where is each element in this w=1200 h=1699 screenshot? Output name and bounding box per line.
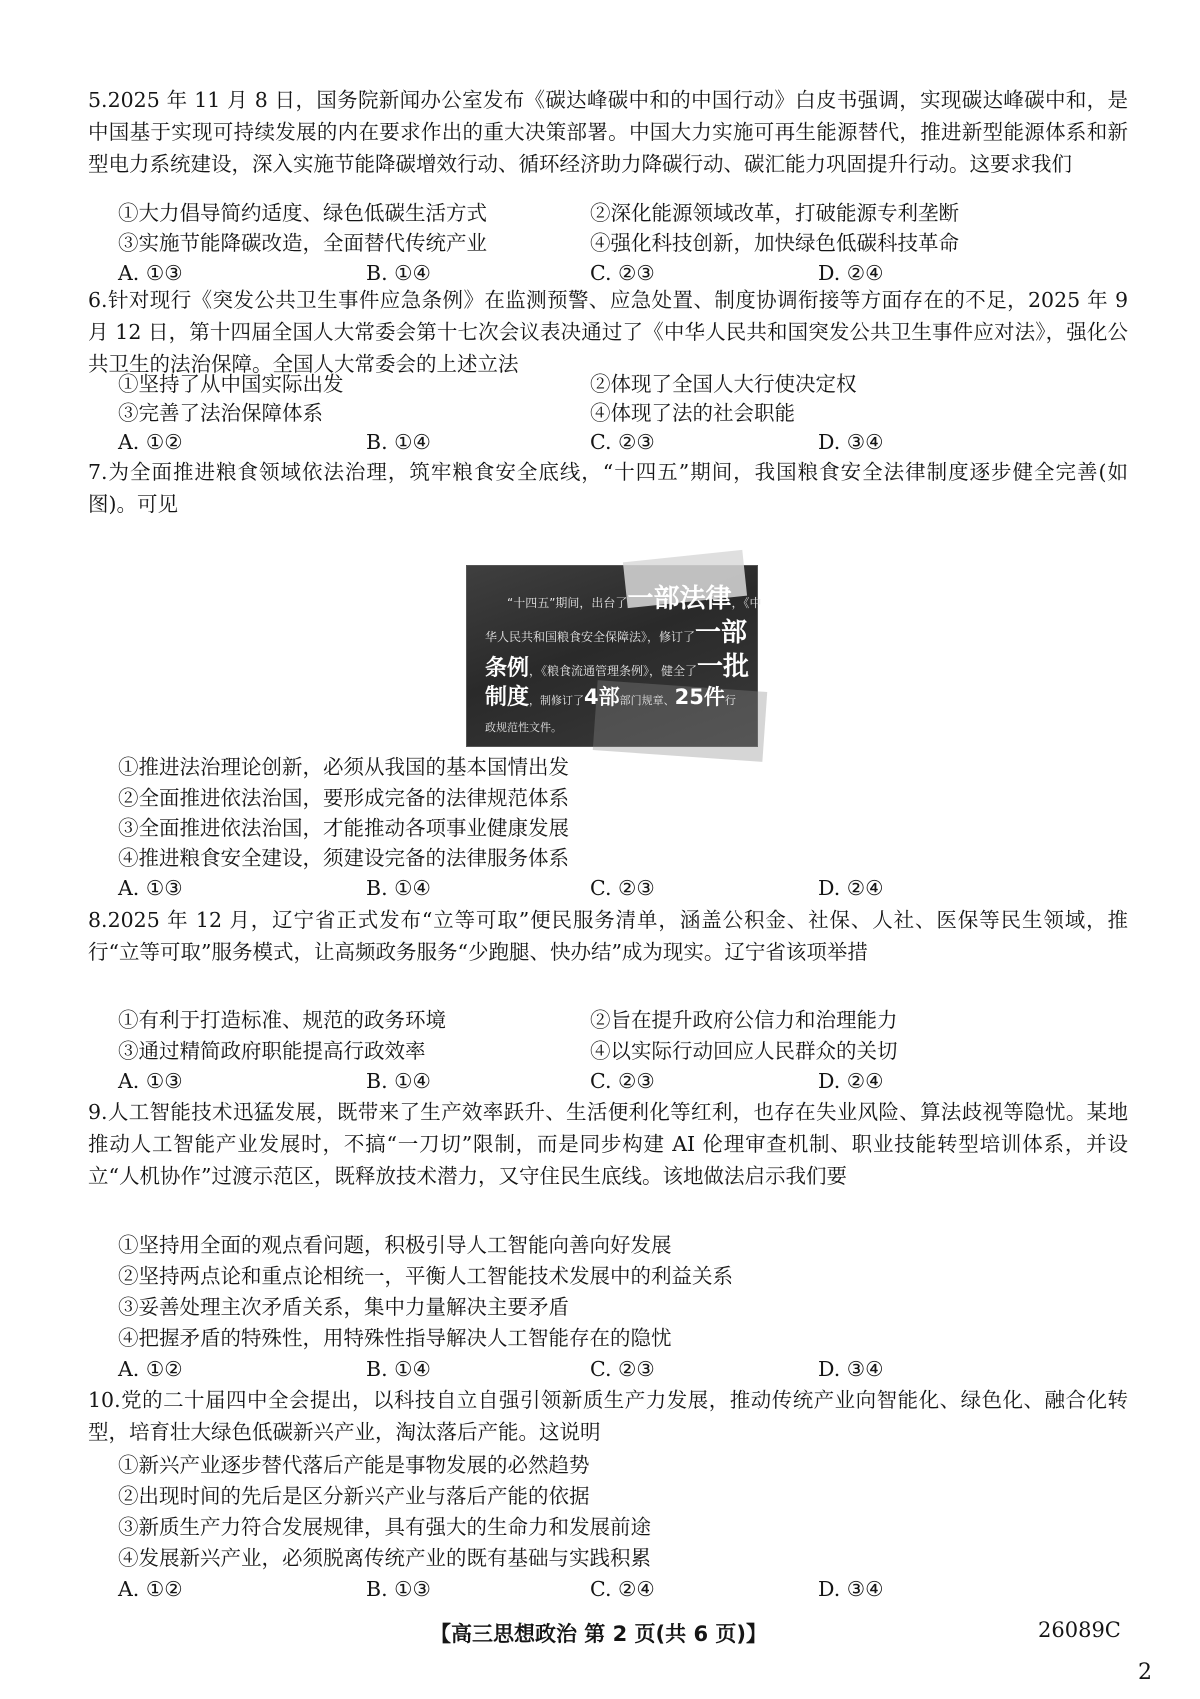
question-number: 5. [88, 88, 108, 112]
answer-a: A. ①③ [118, 876, 183, 900]
question-number: 8. [88, 908, 108, 932]
question-text: 党的二十届四中全会提出，以科技自立自强引领新质生产力发展，推动传统产业向智能化、绿色化、融合化转型，培育壮大绿色低碳新兴产业，淘汰落后产能。这说明 [88, 1388, 1128, 1444]
answer-c: C. ②③ [590, 1357, 655, 1381]
footer-title: 【高三思想政治 第 2 页(共 6 页)】 [430, 1622, 767, 1646]
question-5-stem [88, 84, 1128, 180]
option-3: ③新质生产力符合发展规律，具有强大的生命力和发展前途 [118, 1515, 651, 1539]
answer-d: D. ②④ [818, 261, 884, 285]
infographic-line-4: 制度，制修订了4部部门规章、25件行 [485, 685, 736, 710]
answer-c: C. ②③ [590, 876, 655, 900]
question-text: 2025 年 11 月 8 日，国务院新闻办公室发布《碳达峰碳中和的中国行动》白皮书强调，实现碳达峰碳中和，是中国基于实现可持续发展的内在要求作出的重大决策部署。中国大力实施可再生能源替代，推进新型能源体系和新型电力系统建设，深入实施节能降碳增效行动、循环经济助力降碳行动、碳汇能力巩固提升行动。这要求我们 [88, 88, 1128, 176]
option-2: ②全面推进依法治国，要形成完备的法律规范体系 [118, 786, 569, 810]
answer-b: B. ①④ [366, 261, 431, 285]
option-4: ④强化科技创新，加快绿色低碳科技革命 [590, 231, 959, 255]
option-4: ④以实际行动回应人民群众的关切 [590, 1039, 898, 1063]
infographic-line-2: 华人民共和国粮食安全保障法》，修订了一部 [485, 618, 748, 648]
answer-d: D. ②④ [818, 1069, 884, 1093]
question-text: 2025 年 12 月，辽宁省正式发布“立等可取”便民服务清单，涵盖公积金、社保、人社、医保等民生领域，推行“立等可取”服务模式，让高频政务服务“少跑腿、快办结”成为现实。辽宁省该项举措 [88, 908, 1128, 964]
option-2: ②坚持两点论和重点论相统一，平衡人工智能技术发展中的利益关系 [118, 1264, 733, 1288]
option-2: ②深化能源领域改革，打破能源专利垄断 [590, 201, 959, 225]
answer-b: B. ①④ [366, 1357, 431, 1381]
option-1: ①新兴产业逐步替代落后产能是事物发展的必然趋势 [118, 1453, 590, 1477]
answer-d: D. ③④ [818, 1357, 884, 1381]
answer-b: B. ①④ [366, 430, 431, 454]
option-1: ①坚持了从中国实际出发 [118, 372, 344, 396]
legal-system-infographic [466, 565, 762, 747]
question-text: 人工智能技术迅猛发展，既带来了生产效率跃升、生活便利化等红利，也存在失业风险、算法歧视等隐忧。某地推动人工智能产业发展时，不搞“一刀切”限制，而是同步构建 AI 伦理审查机制、职业技能转型培训体系，并设立“人机协作”过渡示范区，既释放技术潜力，又守住民生底线。该地做法启示我们要 [88, 1100, 1128, 1188]
question-text: 针对现行《突发公共卫生事件应急条例》在监测预警、应急处置、制度协调衔接等方面存在的不足，2025 年 9 月 12 日，第十四届全国人大常委会第十七次会议表决通过了《中华人民共和国突发公共卫生事件应对法》，强化公共卫生的法治保障。全国人大常委会的上述立法 [88, 288, 1128, 376]
question-text: 为全面推进粮食领域依法治理，筑牢粮食安全底线，“十四五”期间，我国粮食安全法律制度逐步健全完善(如图)。可见 [88, 460, 1128, 516]
answer-d: D. ③④ [818, 1577, 884, 1601]
question-8-stem [88, 904, 1128, 968]
option-1: ①推进法治理论创新，必须从我国的基本国情出发 [118, 755, 569, 779]
answer-c: C. ②③ [590, 1069, 655, 1093]
answer-b: B. ①④ [366, 1069, 431, 1093]
option-3: ③通过精简政府职能提高行政效率 [118, 1039, 426, 1063]
answer-a: A. ①③ [118, 261, 183, 285]
infographic-line-1: “十四五”期间，出台了一部法律，《中 [507, 584, 762, 614]
infographic-line-5: 政规范性文件。 [485, 721, 562, 734]
footer-code: 26089C [1038, 1618, 1121, 1642]
answer-b: B. ①③ [366, 1577, 431, 1601]
option-1: ①大力倡导简约适度、绿色低碳生活方式 [118, 201, 487, 225]
option-4: ④推进粮食安全建设，须建设完备的法律服务体系 [118, 846, 569, 870]
option-3: ③全面推进依法治国，才能推动各项事业健康发展 [118, 816, 569, 840]
answer-c: C. ②④ [590, 1577, 655, 1601]
infographic-line-3: 条例，《粮食流通管理条例》，健全了一批 [485, 652, 750, 682]
question-6-stem [88, 284, 1128, 380]
question-7-stem [88, 456, 1128, 520]
answer-d: D. ③④ [818, 430, 884, 454]
question-10-stem [88, 1384, 1128, 1448]
page-number: 2 [1138, 1660, 1152, 1685]
option-3: ③完善了法治保障体系 [118, 401, 323, 425]
option-1: ①坚持用全面的观点看问题，积极引导人工智能向善向好发展 [118, 1233, 672, 1257]
question-9-stem [88, 1096, 1128, 1192]
answer-c: C. ②③ [590, 430, 655, 454]
question-number: 9. [88, 1100, 108, 1124]
answer-a: A. ①② [118, 1357, 183, 1381]
option-4: ④发展新兴产业，必须脱离传统产业的既有基础与实践积累 [118, 1546, 651, 1570]
question-number: 6. [88, 288, 108, 312]
question-number: 7. [88, 460, 108, 484]
option-3: ③实施节能降碳改造，全面替代传统产业 [118, 231, 487, 255]
option-1: ①有利于打造标准、规范的政务环境 [118, 1008, 446, 1032]
answer-c: C. ②③ [590, 261, 655, 285]
option-2: ②出现时间的先后是区分新兴产业与落后产能的依据 [118, 1484, 590, 1508]
answer-a: A. ①③ [118, 1069, 183, 1093]
answer-b: B. ①④ [366, 876, 431, 900]
option-3: ③妥善处理主次矛盾关系，集中力量解决主要矛盾 [118, 1295, 569, 1319]
question-number: 10. [88, 1388, 121, 1412]
option-2: ②旨在提升政府公信力和治理能力 [590, 1008, 898, 1032]
answer-d: D. ②④ [818, 876, 884, 900]
answer-a: A. ①② [118, 430, 183, 454]
option-4: ④把握矛盾的特殊性，用特殊性指导解决人工智能存在的隐忧 [118, 1326, 672, 1350]
option-2: ②体现了全国人大行使决定权 [590, 372, 857, 396]
answer-a: A. ①② [118, 1577, 183, 1601]
option-4: ④体现了法的社会职能 [590, 401, 795, 425]
